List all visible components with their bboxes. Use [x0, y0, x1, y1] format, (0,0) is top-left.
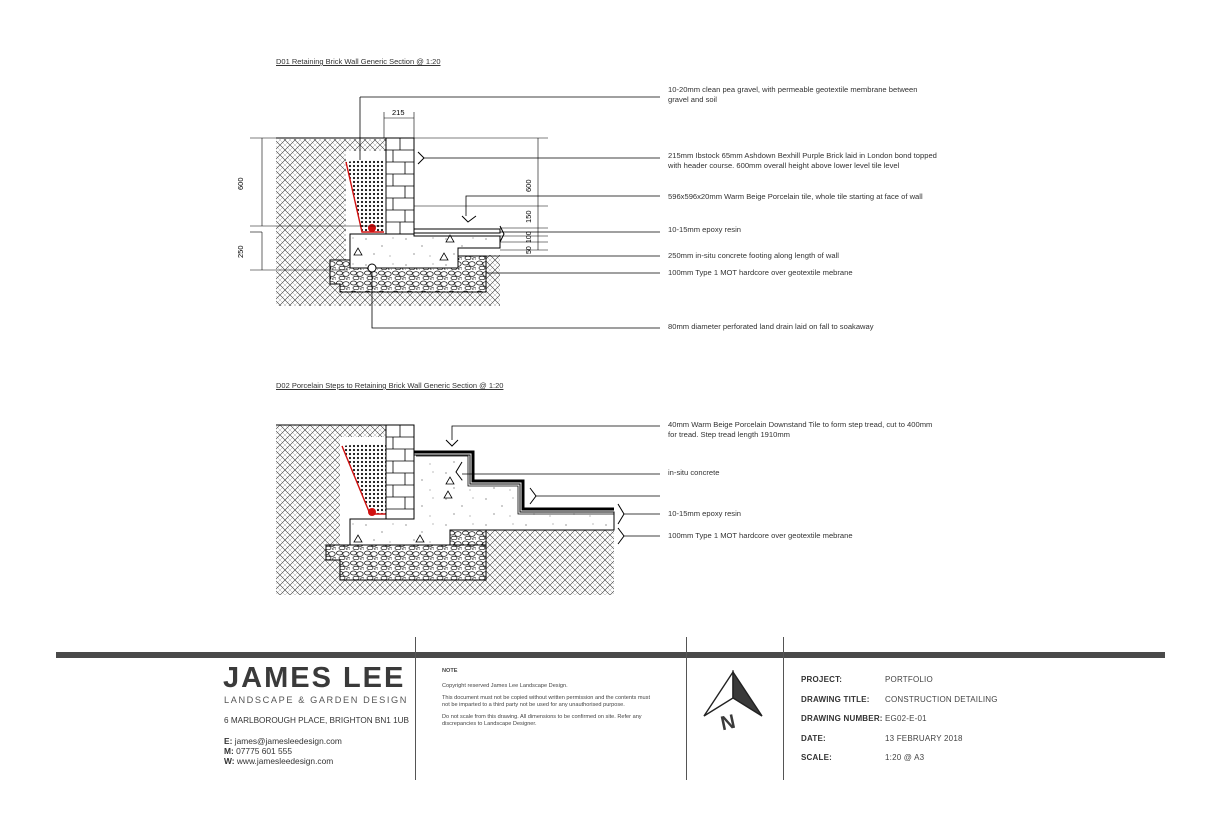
drawing-number-value: EG02-E-01: [885, 714, 927, 723]
date-label: DATE:: [801, 734, 826, 743]
dim-150: 150: [524, 210, 533, 223]
project-value: PORTFOLIO: [885, 675, 933, 684]
phone-number[interactable]: 07775 601 555: [236, 746, 292, 756]
brick-wall-2: [386, 425, 414, 519]
note-copyright: Copyright reserved James Lee Landscape Design.: [442, 683, 568, 689]
note-downstand-tile: 40mm Warm Beige Porcelain Downstand Tile to form step tread, cut to 400mm for tread. Step tread length 1910mm: [668, 420, 933, 439]
drawing-number-label: DRAWING NUMBER:: [801, 714, 883, 723]
project-label: PROJECT:: [801, 675, 843, 684]
company-address: 6 MARLBOROUGH PLACE, BRIGHTON BN1 1UB: [224, 716, 410, 725]
dim-50: 50: [526, 246, 533, 254]
drawing-notes: [442, 668, 657, 728]
note-heading: NOTE: [442, 668, 458, 674]
dim-250: 250: [236, 245, 245, 258]
section-d02: [276, 425, 660, 595]
date-value: 13 FEBRUARY 2018: [885, 734, 963, 743]
note-land-drain: 80mm diameter perforated land drain laid on fall to soakaway: [668, 322, 874, 331]
brick-wall-1: [386, 138, 414, 234]
web-label: W:: [224, 756, 235, 766]
dim-600-right: 600: [524, 179, 533, 192]
gravel-backfill: [346, 160, 384, 232]
north-letter: N: [718, 710, 738, 736]
divider: [686, 637, 687, 780]
mobile-label: M:: [224, 746, 234, 756]
gravel-backfill-2: [342, 444, 386, 514]
email-label: E:: [224, 736, 233, 746]
note-epoxy-resin-2: 10-15mm epoxy resin: [668, 509, 742, 518]
note-confidential: This document must not be copied without written permission and the contents must not be imparted to a third party not be used for any unauthorised purpose.: [442, 695, 651, 708]
divider: [783, 637, 784, 780]
website-link[interactable]: www.jamesleedesign.com: [236, 756, 334, 766]
note-concrete-footing: 250mm in-situ concrete footing along length of wall: [668, 251, 839, 260]
contact-block: [224, 736, 342, 766]
note-brick: 215mm Ibstock 65mm Ashdown Bexhill Purple Brick laid in London bond topped with header course. 600mm overall height above lower level tile level: [668, 151, 937, 170]
note-pea-gravel: 10-20mm clean pea gravel, with permeable geotextile membrane between gravel and soil: [668, 85, 918, 104]
porcelain-tile: [414, 229, 500, 233]
scale-label: SCALE:: [801, 753, 832, 762]
email-link[interactable]: james@jamesleedesign.com: [234, 736, 342, 746]
note-epoxy-resin: 10-15mm epoxy resin: [668, 225, 742, 234]
dim-215: 215: [392, 108, 405, 117]
scale-value: 1:20 @ A3: [885, 753, 925, 762]
note-hardcore-2: 100mm Type 1 MOT hardcore over geotextile mebrane: [668, 531, 853, 540]
drawing-title-value: CONSTRUCTION DETAILING: [885, 695, 998, 704]
note-do-not-scale: Do not scale from this drawing. All dimensions to be confirmed on site. Refer any discrepancies to Landscape Designer.: [442, 714, 642, 727]
section1-title: D01 Retaining Brick Wall Generic Section @ 1:20: [276, 57, 441, 66]
section-d01: [236, 97, 660, 328]
drawing-title-label: DRAWING TITLE:: [801, 695, 870, 704]
title-block-band: [56, 652, 1165, 658]
logo-wordmark: JAMES LEE: [223, 662, 406, 694]
logo-subtitle: LANDSCAPE & GARDEN DESIGN: [224, 695, 408, 705]
dim-100: 100: [526, 231, 533, 243]
note-porcelain-tile: 596x596x20mm Warm Beige Porcelain tile, whole tile starting at face of wall: [668, 192, 923, 201]
note-hardcore: 100mm Type 1 MOT hardcore over geotextile mebrane: [668, 268, 853, 277]
dim-600-left: 600: [236, 177, 245, 190]
section2-title: D02 Porcelain Steps to Retaining Brick Wall Generic Section @ 1:20: [276, 381, 504, 390]
note-insitu-concrete: in-situ concrete: [668, 468, 720, 477]
divider: [415, 637, 416, 780]
